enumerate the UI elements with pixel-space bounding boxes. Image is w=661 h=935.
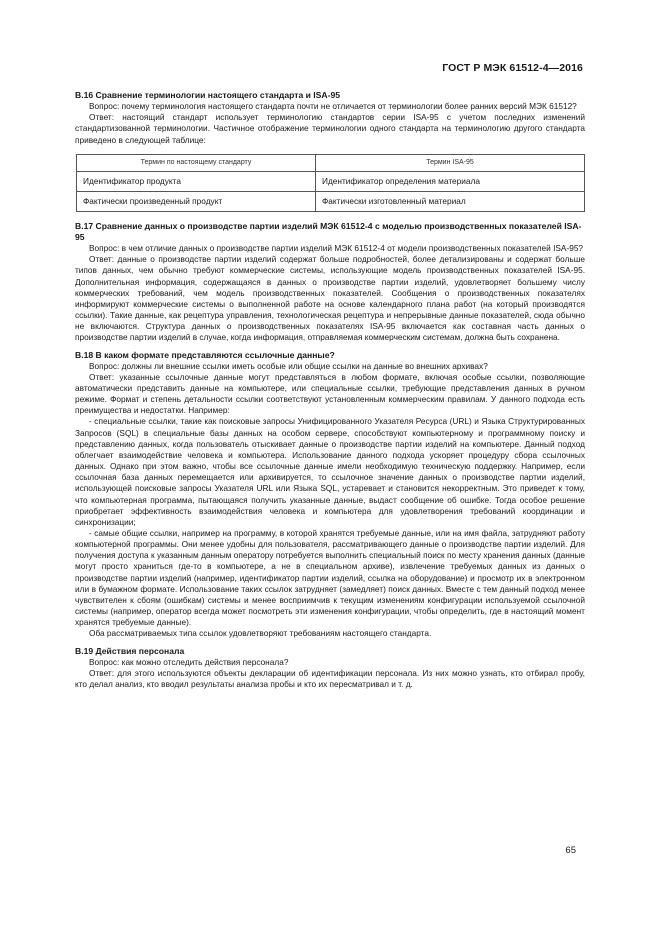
page-number: 65 bbox=[565, 845, 576, 856]
document-body bbox=[75, 90, 585, 690]
section-b16-title: B.16 Сравнение терминологии настоящего стандарта и ISA-95 bbox=[75, 90, 341, 100]
terminology-table bbox=[76, 154, 585, 212]
section-b18-title: B.18 В каком формате представляются ссылочные данные? bbox=[75, 349, 335, 360]
table-cell: Фактически изготовленный материал bbox=[316, 191, 585, 211]
section-b19-title: B.19 Действия персонала bbox=[75, 645, 185, 656]
section-b19-answer: Ответ: для этого используются объекты декларации об идентификации персонала. Из них можно узнать, кто отбирал пробу, кто делал анализ, кто вводил результаты анализа пробы и кто их пересматривал и т. д. bbox=[75, 667, 585, 690]
table-header-row bbox=[77, 154, 585, 171]
section-b18-item-special: - специальные ссылки, такие как поисковые запросы Унифицированного Указателя Ресурса (URL) и Языка Структурированных Запросов (SQL) в специальные базы данных на особом сервере, способствуют компьютерному и программному поиску и представлению данных, когда пользователь отыскивает данные о производстве партии изделий на компьютере. Данный подход облегчает взаимодействие человека и компьютера. Использование данного подхода ускоряет процедуру сбора ссылочных данных. Однако при этом важно, чтобы все ссылочные данные имели необходимую техническую поддержку. Например, если ссылочная база данных перемещается или архивируется, то ссылочное значение данных о производстве партии изделий, использующей поисковые запросы Указателя URL или Языка SQL, устаревает и становится некорректным. Это приведет к тому, что компьютерная программа, пытающаяся получить указанные данные, выдаст сообщение об ошибке. Тогда особое решение приобретает эффективность взаимодействия человека и компьютера для удовлетворения требований координации и синхронизации; bbox=[75, 416, 585, 527]
table-cell: Идентификатор продукта bbox=[77, 171, 316, 191]
section-b19-question: Вопрос: как можно отследить действия персонала? bbox=[89, 656, 289, 667]
section-b16-question: Вопрос: почему терминология настоящего стандарта почти не отличается от терминологии более ранних версий МЭК 61512? bbox=[89, 101, 577, 112]
table-row bbox=[77, 191, 585, 211]
table-header-cell: Термин по настоящему стандарту bbox=[77, 154, 316, 171]
document-header: ГОСТ Р МЭК 61512-4—2016 bbox=[442, 62, 583, 74]
section-b18-question: Вопрос: должны ли внешние ссылки иметь особые или общие ссылки на данные во внешних архивах? bbox=[89, 360, 488, 371]
section-b17-answer: Ответ: данные о производстве партии изделий содержат больше подробностей, более детализированы и содержат больше типов данных, чем обычно требуют коммерческие системы, использующие модель производственных показателей ISA-95. Дополнительная информация, содержащаяся в данных о производстве партии изделий, удовлетворяет большему числу коммерческих требований, чем модель производственных показателей. Сообщения о производственных показателях информируют коммерческие системы о выполненной работе на основе календарного плана работ (на который производятся ссылки). Такие данные, как рецептура управления, технологическая рецептура и непрерывные данные показателей, сюда обычно не включаются. Структура данных о производственных показателях ISA-95 включается как составная часть данных о производстве партии изделий в случае, когда информация, отправляемая коммерческим системам, должна быть сохранена. bbox=[75, 254, 585, 343]
section-b18-answer: Ответ: указанные ссылочные данные могут представляться в любом формате, включая особые ссылки, позволяющие автоматически представить данные на компьютере, или специальные ссылки, требующие представления данных в ручном режиме. Формат и степень детальности ссылки соответствуют установленным коммерческим правилам. У данного подхода есть преимущества и недостатки. Например: bbox=[75, 371, 585, 416]
table-row bbox=[77, 171, 585, 191]
table-header-cell: Термин ISA-95 bbox=[316, 154, 585, 171]
section-b16-answer: Ответ: настоящий стандарт использует терминологию стандартов серии ISA-95 с учетом последних изменений стандартизованной терминологии. Частичное отображение терминологии одного стандарта на терминологию другого стандарта приведено в следующей таблице: bbox=[75, 112, 585, 145]
table-cell: Фактически произведенный продукт bbox=[77, 191, 316, 211]
section-b18-item-general: - самые общие ссылки, например на программу, в которой хранятся требуемые данные, или на имя файла, затрудняют работу компьютерной программы. Они менее удобны для пользователя, рассматривающего данные о производстве партии изделий. Для получения доступа к указанным данным оператору потребуется выполнить специальный поиск по месту хранения данных (данные могут просто храниться где-то в компьютере, а не в специальном архиве), извлечение требуемых данных из данных о производстве партии изделий (например, идентификатор партии изделий, ссылка на оборудование) и просмотр их в электронном или в бумажном формате. Использование таких ссылок затрудняет (замедляет) поиск данных. Вместе с тем данный подход менее чувствителен к сбоям (ошибкам) системы и менее восприимчив к текущим изменениям конфигурации используемой ссылочной системы (например, оператор всегда может посмотреть эти изменения конфигурации, чтобы определить, где в настоящий момент хранятся требуемые данные). bbox=[75, 528, 585, 628]
table-cell: Идентификатор определения материала bbox=[316, 171, 585, 191]
section-b17-question: Вопрос: в чем отличие данных о производстве партии изделий МЭК 61512-4 от модели производственных показателей ISA-95? bbox=[89, 243, 584, 254]
section-b17-title: B.17 Сравнение данных о производстве партии изделий МЭК 61512-4 с моделью производственных показателей ISA-95 bbox=[75, 220, 582, 242]
section-b18-conclusion: Оба рассматриваемых типа ссылок удовлетворяют требованиям настоящего стандарта. bbox=[89, 628, 432, 639]
